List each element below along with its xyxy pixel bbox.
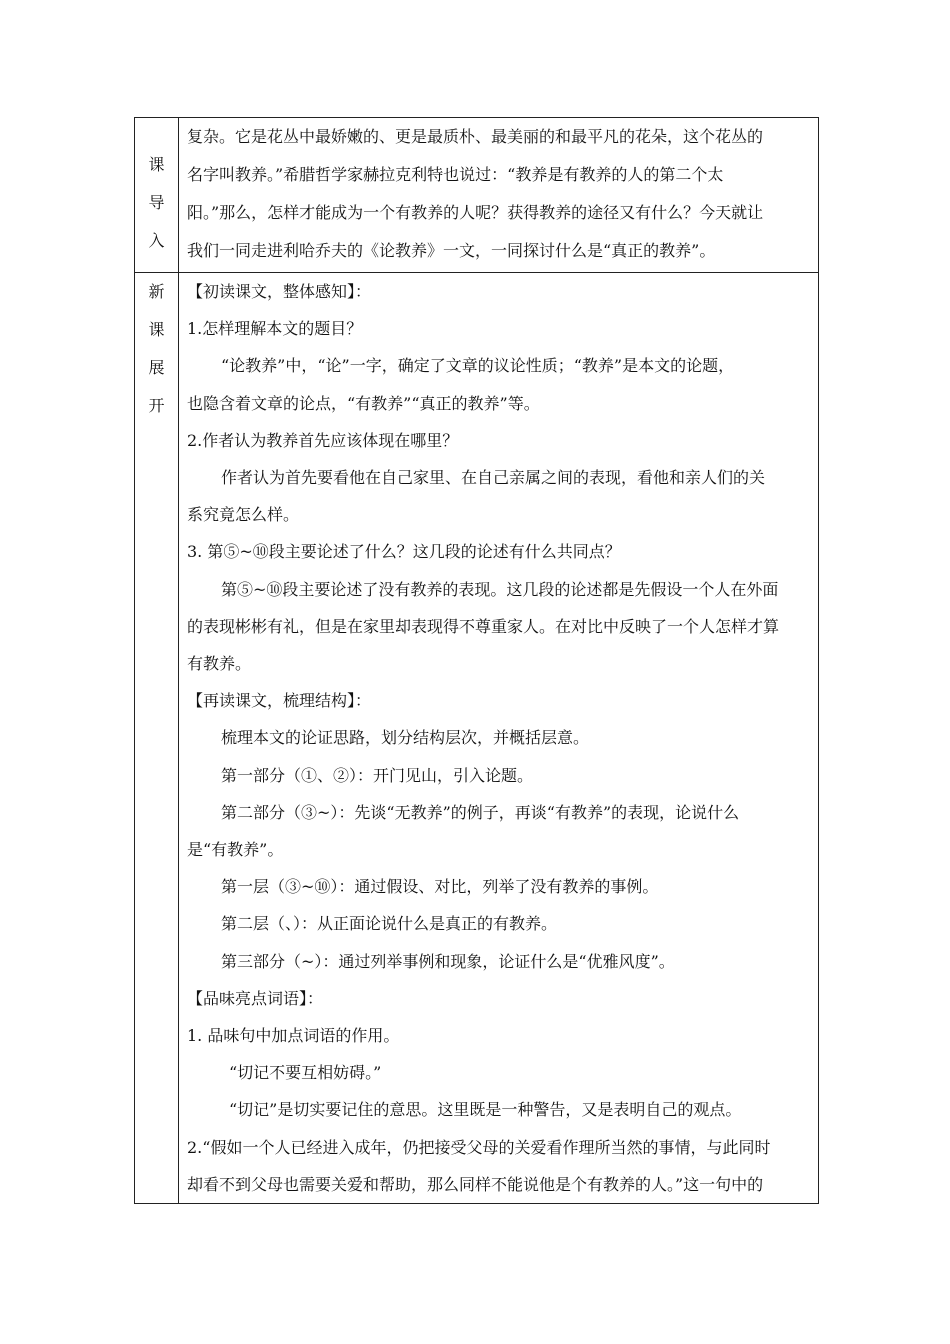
question-line: 却看不到父母也需要关爱和帮助，那么同样不能说他是个有教养的人。”这一句中的 [187, 1174, 764, 1194]
text-line: 第三部分（~）：通过列举事例和现象，论证什么是“优雅风度”。 [221, 951, 675, 971]
question-line: 1. 品味句中加点词语的作用。 [187, 1026, 400, 1046]
section-heading: 【再读课文，梳理结构】： [187, 691, 372, 711]
new-lesson-text [179, 273, 818, 1203]
lesson-plan-table [134, 117, 819, 1204]
answer-line: 第⑤~⑩段主要论述了没有教养的表现。这几段的论述都是先假设一个人在外面 [221, 579, 779, 599]
question-line: 1.怎样理解本文的题目？ [187, 319, 363, 339]
section-heading: 【初读课文，整体感知】： [187, 282, 372, 301]
answer-line: “论教养”中，“论”一字，确定了文章的议论性质；“教养”是本文的论题， [221, 356, 735, 376]
text-line: 是“有教养”。 [187, 840, 284, 860]
text-line: 第二层（、）：从正面论说什么是真正的有教养。 [221, 914, 558, 934]
text-line: 梳理本文的论证思路，划分结构层次，并概括层意。 [221, 728, 590, 748]
new-lesson-content-cell [179, 273, 819, 1204]
quote-line: “切记不要互相妨碍。” [229, 1063, 382, 1083]
intro-content-cell [179, 118, 819, 273]
text-line: 第二部分（③~）：先谈“无教养”的例子，再谈“有教养”的表现，论说什么 [221, 802, 740, 822]
answer-line: 也隐含着文章的论点，“有教养”“真正的教养”等。 [187, 393, 540, 413]
question-line: 2.“假如一个人已经进入成年，仍把接受父母的关爱看作理所当然的事情，与此同时 [187, 1137, 771, 1157]
new-lesson-label [135, 273, 178, 425]
answer-line: “切记”是切实要记住的意思。这里既是一种警告，又是表明自己的观点。 [229, 1100, 742, 1120]
text-line: 阳。”那么，怎样才能成为一个有教养的人呢？获得教养的途径又有什么？今天就让 [187, 203, 764, 222]
label-char: 入 [148, 231, 165, 250]
label-char: 课 [148, 320, 165, 339]
text-line: 我们一同走进利哈乔夫的《论教养》一文，一同探讨什么是“真正的教养”。 [187, 241, 716, 260]
text-line: 第一部分（①、②）：开门见山，引入论题。 [221, 765, 534, 785]
label-char: 课 [148, 155, 165, 174]
label-char: 导 [148, 193, 165, 212]
intro-label-cell [135, 118, 179, 273]
label-char: 开 [148, 396, 165, 415]
new-lesson-row [135, 273, 819, 1204]
new-lesson-label-cell [135, 273, 179, 1204]
label-char: 展 [148, 358, 165, 377]
text-line: 第一层（③~⑩）：通过假设、对比，列举了没有教养的事例。 [221, 877, 659, 897]
text-line: 名字叫教养。”希腊哲学家赫拉克利特也说过：“教养是有教养的人的第二个太 [187, 165, 724, 184]
intro-row [135, 118, 819, 273]
question-line: 3. 第⑤~⑩段主要论述了什么？这几段的论述有什么共同点？ [187, 542, 621, 562]
intro-text [179, 118, 818, 272]
answer-line: 有教养。 [187, 654, 252, 674]
intro-label [135, 118, 178, 260]
answer-line: 作者认为首先要看他在自己家里、在自己亲属之间的表现，看他和亲人们的关 [221, 468, 766, 488]
answer-line: 系究竟怎么样。 [187, 505, 300, 525]
section-heading: 【品味亮点词语】： [187, 988, 324, 1008]
text-line: 复杂。它是花丛中最娇嫩的、更是最质朴、最美丽的和最平凡的花朵，这个花丛的 [187, 127, 764, 146]
label-char: 新 [148, 282, 165, 301]
answer-line: 的表现彬彬有礼，但是在家里却表现得不尊重家人。在对比中反映了一个人怎样才算 [187, 616, 780, 636]
question-line: 2.作者认为教养首先应该体现在哪里？ [187, 430, 459, 450]
